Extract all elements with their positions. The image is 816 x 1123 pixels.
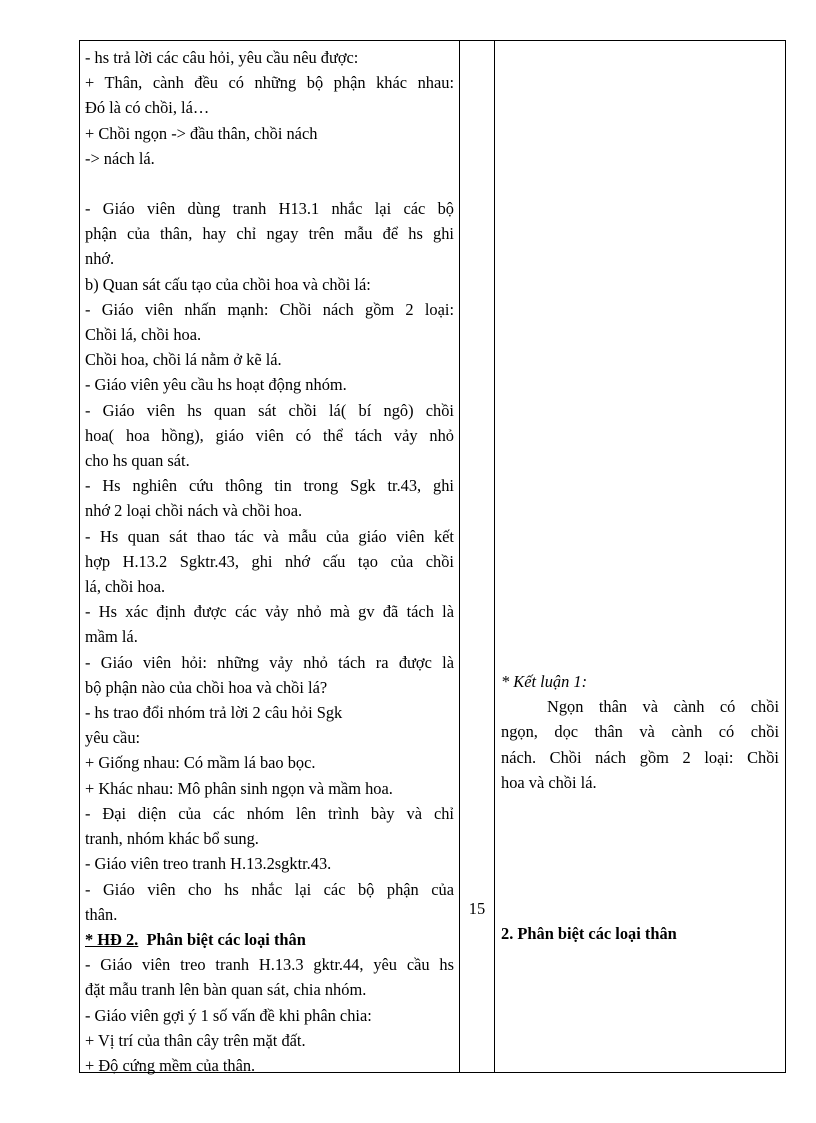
lesson-table <box>79 40 786 1073</box>
activity-line: lá, chồi hoa. <box>85 577 166 597</box>
activity-line: - Giáo viên gợi ý 1 số vấn đề khi phân chia: <box>85 1005 372 1025</box>
conclusion-label: * Kết luận 1: <box>501 672 588 691</box>
section-2-heading: 2. Phân biệt các loại thân <box>501 924 677 943</box>
activity-line: - Đại diện của các nhóm lên trình bày và chỉ <box>85 803 454 823</box>
activities-column <box>85 45 454 1078</box>
activity-line: + Vị trí của thân cây trên mặt đất. <box>85 1030 306 1050</box>
activity-line: - Giáo viên treo tranh H.13.3 gktr.44, yêu cầu hs <box>85 955 454 975</box>
activity-line: đặt mẫu tranh lên bàn quan sát, chia nhóm. <box>85 980 367 1000</box>
activity-line: mầm lá. <box>85 627 138 647</box>
activity-line: tranh, nhóm khác bổ sung. <box>85 829 259 849</box>
conclusion-line: Ngọn thân và cành có chồi <box>547 697 779 717</box>
conclusion-line: ngọn, dọc thân và cành có chồi <box>501 722 779 742</box>
activity-line: nhớ. <box>85 249 115 269</box>
time-cell: 15 <box>468 899 486 918</box>
activity-line: - Giáo viên treo tranh H.13.2sgktr.43. <box>85 854 332 874</box>
activity-line: Chồi hoa, chồi lá nằm ở kẽ lá. <box>85 350 282 370</box>
activity-line: Chồi lá, chồi hoa. <box>85 325 202 345</box>
activity-line: Đó là có chồi, lá… <box>85 98 210 118</box>
activity-line: + Độ cứng mềm của thân. <box>85 1055 256 1075</box>
activity-line: bộ phận nào của chồi hoa và chồi lá? <box>85 677 328 697</box>
conclusion-line: nách. Chồi nách gồm 2 loại: Chồi <box>501 747 779 767</box>
activity-line: - Giáo viên dùng tranh H13.1 nhắc lại các bộ <box>85 199 454 219</box>
content-column <box>501 669 779 943</box>
activity-line: nhớ 2 loại chồi nách và chồi hoa. <box>85 501 303 521</box>
activity-line: + Chồi ngọn -> đầu thân, chồi nách <box>85 123 318 143</box>
blank-line <box>85 171 454 196</box>
activity-line: -> nách lá. <box>85 148 155 168</box>
activity-line: yêu cầu: <box>85 728 141 748</box>
subsection-heading: b) Quan sát cấu tạo của chồi hoa và chồi lá: <box>85 274 371 294</box>
activity-line: thân. <box>85 904 118 924</box>
activity-line: - Hs quan sát thao tác và mẫu của giáo viên kết <box>85 526 454 546</box>
column-divider-2 <box>494 41 495 1072</box>
conclusion-line: hoa và chồi lá. <box>501 772 597 792</box>
hd2-heading <box>85 927 454 952</box>
activity-line: hoa( hoa hồng), giáo viên có thể tách vảy nhỏ <box>85 425 454 445</box>
activity-line: - Giáo viên nhấn mạnh: Chồi nách gồm 2 loại: <box>85 299 454 319</box>
activity-line: + Khác nhau: Mô phân sinh ngọn và mầm hoa. <box>85 778 393 798</box>
activity-line: cho hs quan sát. <box>85 451 190 471</box>
activity-line: phận của thân, hay chỉ ngay trên mẫu để hs ghi <box>85 224 454 244</box>
activity-line: + Thân, cành đều có những bộ phận khác nhau: <box>85 73 454 93</box>
activity-line: - hs trả lời các câu hỏi, yêu cầu nêu được: <box>85 48 359 67</box>
activity-line: - Hs xác định được các vảy nhỏ mà gv đã tách là <box>85 602 454 622</box>
activity-line: - Giáo viên hs quan sát chồi lá( bí ngô) chồi <box>85 400 454 420</box>
activity-line: - Giáo viên hỏi: những vảy nhỏ tách ra được là <box>85 652 454 672</box>
activity-line: - Giáo viên cho hs nhắc lại các bộ phận của <box>85 879 454 899</box>
hd2-prefix: * HĐ 2. <box>85 929 139 949</box>
activity-line: - hs trao đổi nhóm trả lời 2 câu hỏi Sgk <box>85 703 343 723</box>
activity-line: hợp H.13.2 Sgktr.43, ghi nhớ cấu tạo của chồi <box>85 551 454 571</box>
activity-line: + Giống nhau: Có mầm lá bao bọc. <box>85 753 316 773</box>
activity-line: - Hs nghiên cứu thông tin trong Sgk tr.43, ghi <box>85 476 454 496</box>
hd2-title: Phân biệt các loại thân <box>138 929 306 949</box>
activity-line: - Giáo viên yêu cầu hs hoạt động nhóm. <box>85 375 347 395</box>
